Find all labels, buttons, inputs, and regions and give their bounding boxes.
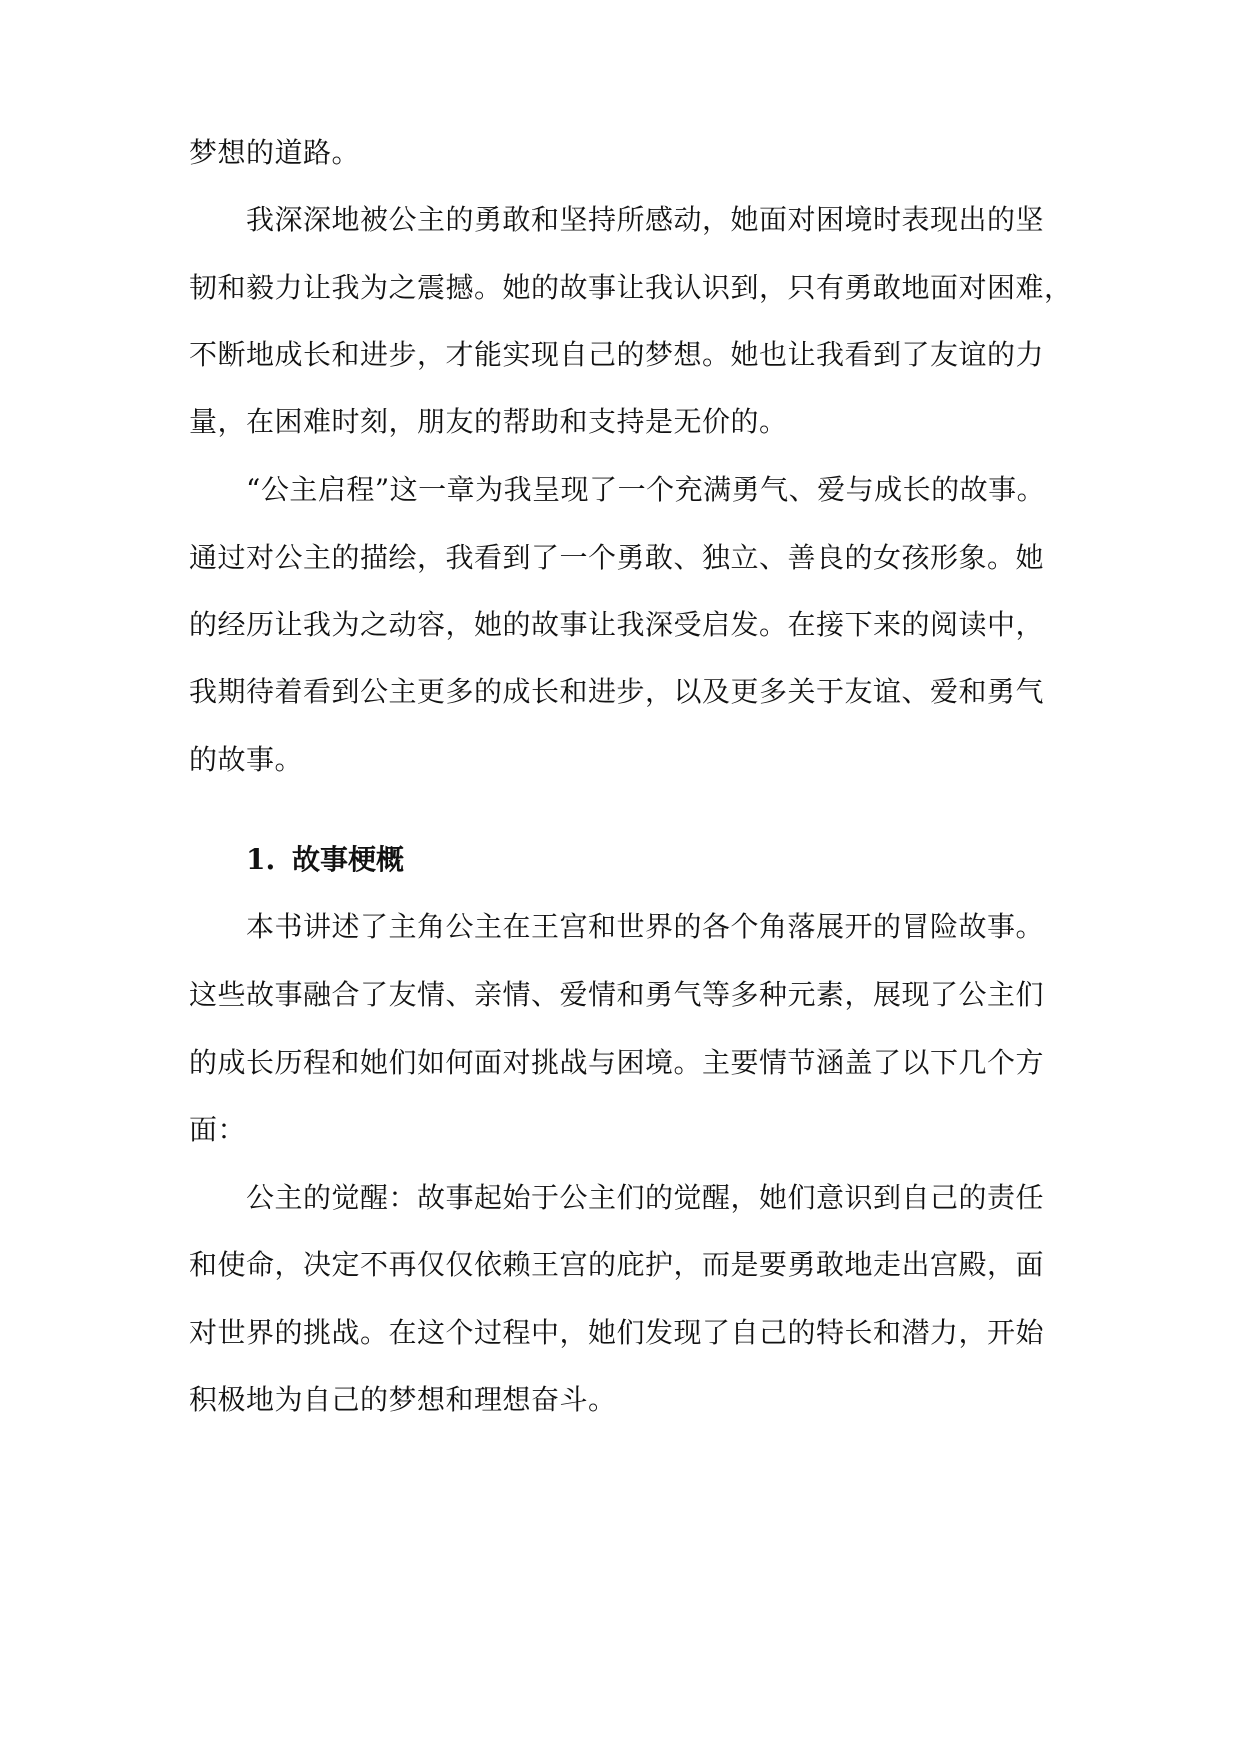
paragraph-line: 通过对公主的描绘，我看到了一个勇敢、独立、善良的女孩形象。她 xyxy=(189,541,1045,574)
paragraph-line: 和使命，决定不再仅仅依赖王宫的庇护，而是要勇敢地走出宫殿，面 xyxy=(189,1248,1045,1281)
paragraph-line: “公主启程”这一章为我呈现了一个充满勇气、爱与成长的故事。 xyxy=(246,473,1046,506)
paragraph-line: 面： xyxy=(189,1113,247,1146)
paragraph-line: 韧和毅力让我为之震撼。她的故事让我认识到，只有勇敢地面对困难， xyxy=(189,271,1073,304)
paragraph-line: 公主的觉醒：故事起始于公主们的觉醒，她们意识到自己的责任 xyxy=(246,1181,1045,1214)
paragraph-line: 积极地为自己的梦想和理想奋斗。 xyxy=(189,1383,617,1416)
paragraph-line: 对世界的挑战。在这个过程中，她们发现了自己的特长和潜力，开始 xyxy=(189,1316,1045,1349)
paragraph-line: 我深深地被公主的勇敢和坚持所感动，她面对困境时表现出的坚 xyxy=(246,203,1045,236)
paragraph-line: 的故事。 xyxy=(189,743,304,776)
paragraph-line: 的经历让我为之动容，她的故事让我深受启发。在接下来的阅读中， xyxy=(189,608,1045,641)
paragraph-line: 我期待着看到公主更多的成长和进步，以及更多关于友谊、爱和勇气 xyxy=(189,675,1045,708)
section-title: 故事梗概 xyxy=(292,843,405,876)
paragraph-line: 的成长历程和她们如何面对挑战与困境。主要情节涵盖了以下几个方 xyxy=(189,1046,1045,1079)
paragraph-line: 梦想的道路。 xyxy=(189,136,361,169)
paragraph-line: 这些故事融合了友情、亲情、爱情和勇气等多种元素，展现了公主们 xyxy=(189,978,1045,1011)
section-number: 1. xyxy=(246,843,276,876)
paragraph-line: 量，在困难时刻，朋友的帮助和支持是无价的。 xyxy=(189,405,788,438)
paragraph-line: 不断地成长和进步，才能实现自己的梦想。她也让我看到了友谊的力 xyxy=(189,338,1045,371)
section-heading xyxy=(246,840,404,880)
paragraph-line: 本书讲述了主角公主在王宫和世界的各个角落展开的冒险故事。 xyxy=(246,910,1045,943)
